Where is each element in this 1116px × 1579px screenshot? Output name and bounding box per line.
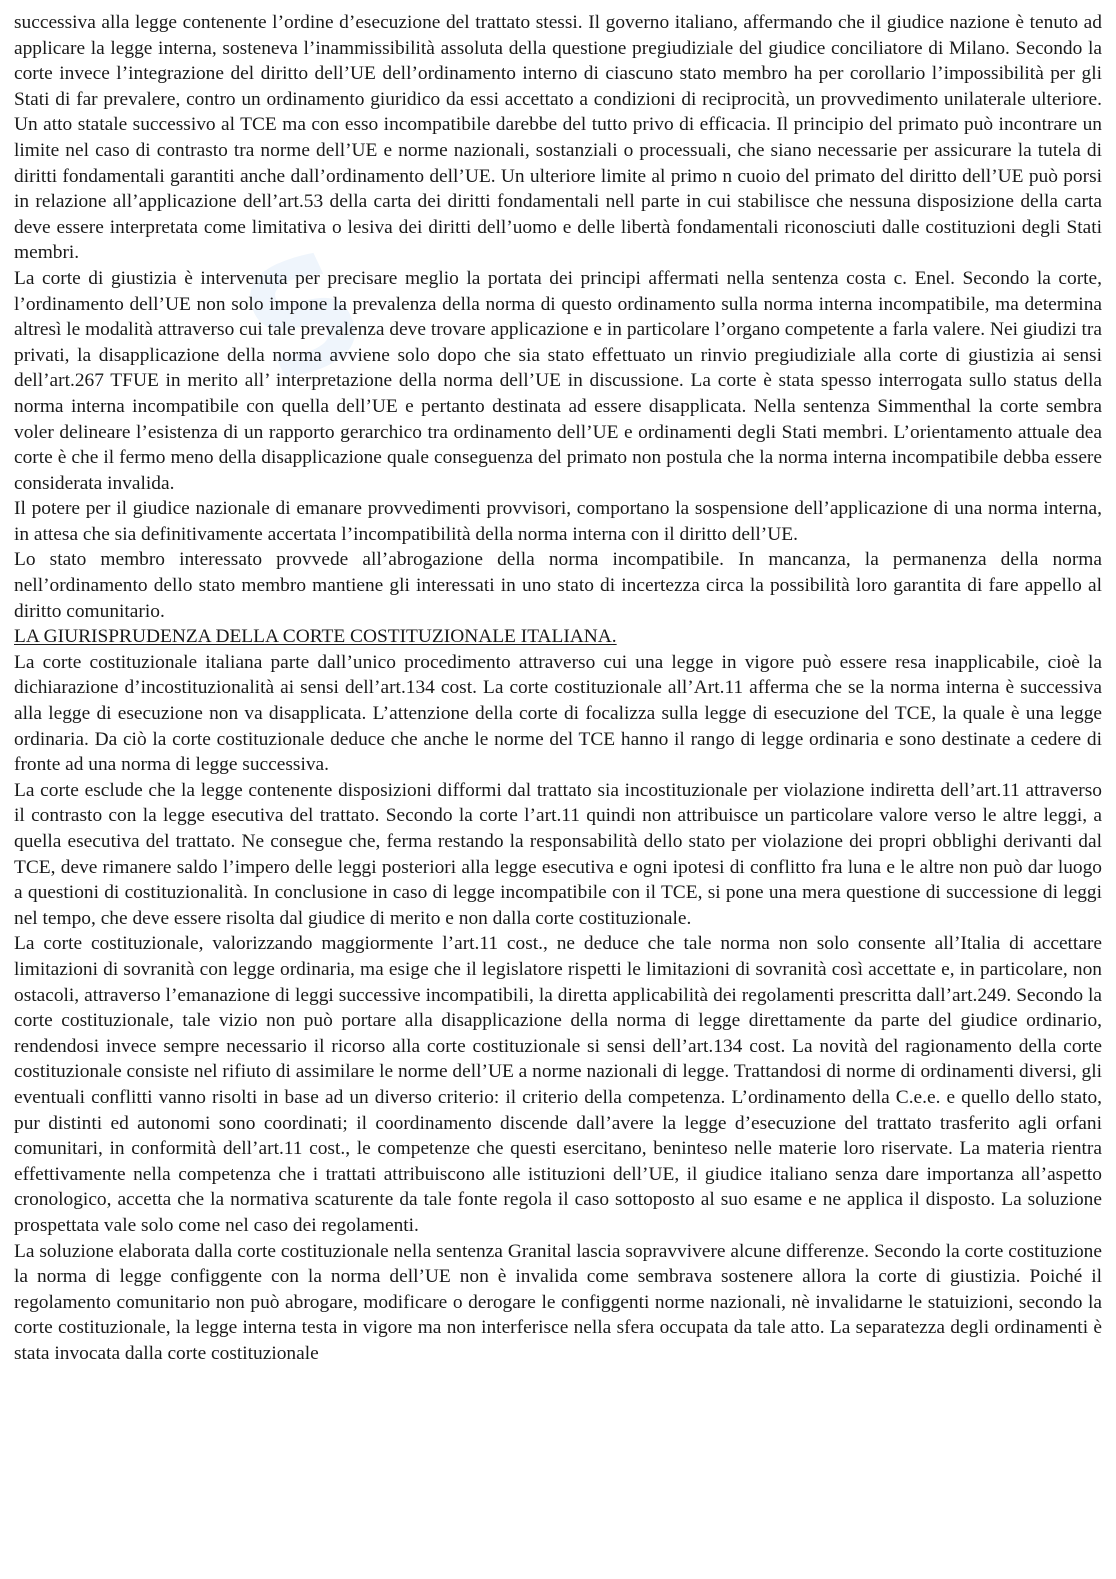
paragraph: La corte esclude che la legge contenente disposizioni difformi dal trattato sia incostituzionale per violazione indiretta dell’art.11 attraverso il contrasto con la legge esecutiva del trattato. Secondo la corte l’art.11 quindi non attribuisce un particolare valore verso le altre leggi, a quella esecutiva del trattato. Ne consegue che, ferma restando la responsabilità dello stato per violazione dei propri obblighi derivanti dal TCE, deve rimanere saldo l’impero delle leggi posteriori alla legge esecutiva e ogni ipotesi di conflitto fra luna e le altre non può dar luogo a questioni di costituzionalità. In conclusione in caso di legge incompatibile con il TCE, si pone una mera questione di successione di leggi nel tempo, che deve essere risolta dal giudice di merito e non dalla corte costituzionale. — [14, 779, 1102, 929]
paragraph: successiva alla legge contenente l’ordine d’esecuzione del trattato stessi. Il governo italiano, affermando che il giudice nazione è tenuto ad applicare la legge interna, sosteneva l’inammissibilità assoluta della questione pregiudiziale del giudice conciliatore di Milano. Secondo la corte invece l’integrazione del diritto dell’UE dell’ordinamento interno di ciascuno stato membro ha per corollario l’impossibilità per gli Stati di far prevalere, contro un ordinamento giuridico da essi accettato a condizioni di reciprocità, un provvedimento unilaterale ulteriore. Un atto statale successivo al TCE ma con esso incompatibile darebbe del tutto privo di efficacia. Il principio del primato può incontrare un limite nel caso di contrasto tra norme dell’UE e norme nazionali, sostanziali o processuali, che siano necessarie per assicurare la tutela di diritti fondamentali garantiti anche dall’ordinamento dell’UE. Un ulteriore limite al primo n cuoio del primato del diritto dell’UE può porsi in relazione all’applicazione dell’art.53 della carta dei diritti fondamentali nell parte in cui stabilisce che nessuna disposizione della carta deve essere interpretata come limitativa o lesiva dei diritti dell’uomo e delle libertà fondamentali riconosciuti dalle costituzioni degli Stati membri. — [14, 12, 1102, 264]
paragraph: La soluzione elaborata dalla corte costituzionale nella sentenza Granital lascia sopravvivere alcune differenze. Secondo la corte costituzione la norma di legge configgente con la norma dell’UE non è invalida come sembrava sostenere allora la corte di giustizia. Poiché il regolamento comunitario non può abrogare, modificare o derogare le configgenti norme nazionali, nè invalidarne le statuizioni, secondo la corte costituzionale, la legge interna testa in vigore ma non interferisce nella sfera occupata da tale atto. La separatezza degli ordinamenti è stata invocata dalla corte costituzionale — [14, 1240, 1102, 1364]
watermark-logo: S — [218, 214, 394, 420]
section-heading: LA GIURISPRUDENZA DELLA CORTE COSTITUZIONALE ITALIANA. — [14, 626, 617, 648]
paragraph: La corte costituzionale italiana parte dall’unico procedimento attraverso cui una legge in vigore può essere resa inapplicabile, cioè la dichiarazione d’incostituzionalità ai sensi dell’art.134 cost. La corte costituzionale all’Art.11 afferma che se la norma interna è successiva alla legge di esecuzione non va disapplicata. L’attenzione della corte di focalizza sulla legge di esecuzione del TCE, la quale è una legge ordinaria. Da ciò la corte costituzionale deduce che anche le norme del TCE hanno il rango di legge ordinaria e sono destinate a cedere di fronte ad una norma di legge successiva. — [14, 651, 1102, 776]
paragraph: La corte costituzionale, valorizzando maggiormente l’art.11 cost., ne deduce che tale norma non solo consente all’Italia di accettare limitazioni di sovranità con legge ordinaria, ma esige che il legislatore rispetti le limitazioni di sovranità così accettate e, in particolare, non ostacoli, attraverso l’emanazione di leggi successive incompatibili, la diretta applicabilità dei regolamenti prescritta dall’art.249. Secondo la corte costituzionale, tale vizio non può portare alla disapplicazione della norma di legge direttamente da parte del giudice ordinario, rendendosi invece sempre necessario il ricorso alla corte costituzionale si sensi dell’art.134 cost. La novità del ragionamento della corte costituzionale consiste nel rifiuto di assimilare le norme dell’UE a norme nazionali di legge. Trattandosi di norme di ordinamenti diversi, gli eventuali conflitti vanno risolti in base ad un diverso criterio: il criterio della competenza. L’ordinamento della C.e.e. e quello dello stato, pur distinti ed autonomi sono coordinati; il coordinamento discende dall’avere la legge d’esecuzione del trattato trasferito agli orfani comunitari, in conformità dell’art.11 cost., le competenze che questi esercitano, beninteso nelle materie loro riservate. La materia rientra effettivamente nella competenza che i trattati attribuiscono alle istituzioni dell’UE, il giudice italiano senza dare importanza all’aspetto cronologico, accetta che la normativa scaturente da tale fonte regola il caso sottoposto al suo esame e ne applica il disposto. La soluzione prospettata vale solo come nel caso dei regolamenti. — [14, 933, 1102, 1236]
paragraph: La corte di giustizia è intervenuta per precisare meglio la portata dei principi affermati nella sentenza costa c. Enel. Secondo la corte, l’ordinamento dell’UE non solo impone la prevalenza della norma di questo ordinamento sulla norma interna incompatibile, ma determina altresì le modalità attraverso cui tale prevalenza deve trovare applicazione e in particolare l’organo competente a farla valere. Nei giudizi tra privati, la disapplicazione della norma avviene solo dopo che sia stato effettuato un rinvio pregiudiziale alla corte di giustizia ai sensi dell’art.267 TFUE in merito all’ interpretazione della norma dell’UE in discussione. La corte è stata spesso interrogata sullo status della norma interna incompatibile con quella dell’UE e pertanto destinata ad essere disapplicata. Nella sentenza Simmenthal la corte sembra voler delineare l’esistenza di un rapporto gerarchico tra ordinamento dell’UE e ordinamenti degli Stati membri. L’orientamento attuale dea corte è che il fermo meno della disapplicazione quale conseguenza del primato non postula che la norma interna incompatibile debba essere considerata invalida. — [14, 267, 1102, 494]
paragraph: Lo stato membro interessato provvede all’abrogazione della norma incompatibile. In mancanza, la permanenza della norma nell’ordinamento dello stato membro mantiene gli interessati in uno stato di incertezza circa la possibilità loro garantita di fare appello al diritto comunitario. — [14, 549, 1102, 622]
paragraph: Il potere per il giudice nazionale di emanare provvedimenti provvisori, comportano la sospensione dell’applicazione di una norma interna, in attesa che sia definitivamente accertata l’incompatibilità della norma interna con il diritto dell’UE. — [14, 498, 1102, 545]
